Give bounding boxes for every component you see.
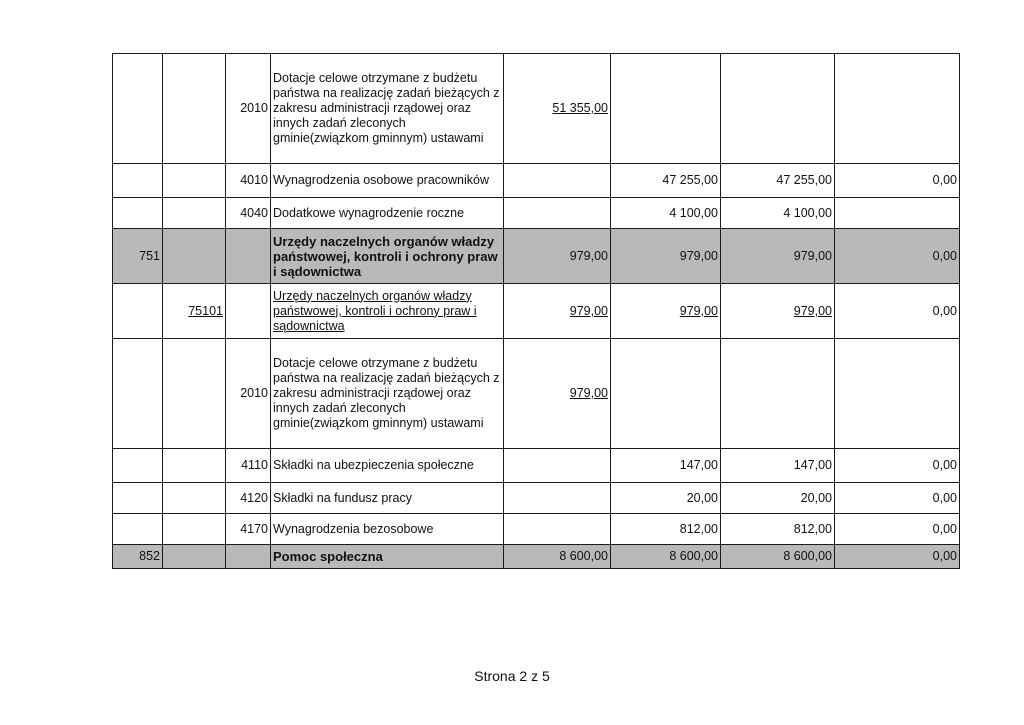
amount-cell: [721, 54, 835, 164]
paragraf-cell: [226, 284, 271, 339]
dzial-cell: [113, 339, 163, 449]
description-cell: Składki na fundusz pracy: [271, 483, 504, 514]
amount-cell: [835, 339, 960, 449]
paragraf-cell: 2010: [226, 339, 271, 449]
description-cell: Urzędy naczelnych organów władzy państwowej, kontroli i ochrony praw i sądownictwa: [271, 229, 504, 284]
description-cell: Urzędy naczelnych organów władzy państwowej, kontroli i ochrony praw i sądownictwa: [271, 284, 504, 339]
table-row: [113, 514, 960, 545]
amount-cell: 0,00: [835, 514, 960, 545]
plan-cell: 8 600,00: [504, 545, 611, 569]
plan-cell: 979,00: [504, 229, 611, 284]
paragraf-cell: 2010: [226, 54, 271, 164]
description-cell: Dotacje celowe otrzymane z budżetu państwa na realizację zadań bieżących z zakresu administracji rządowej oraz innych zadań zleconych gminie(związkom gminnym) ustawami: [271, 54, 504, 164]
dzial-cell: [113, 514, 163, 545]
amount-cell: 47 255,00: [721, 164, 835, 198]
rozdzial-cell: [163, 483, 226, 514]
table-row: [113, 449, 960, 483]
amount-cell: 812,00: [721, 514, 835, 545]
description-cell: Pomoc społeczna: [271, 545, 504, 569]
amount-cell: 0,00: [835, 483, 960, 514]
plan-cell: [504, 198, 611, 229]
paragraf-cell: 4040: [226, 198, 271, 229]
amount-cell: 8 600,00: [611, 545, 721, 569]
dzial-cell: [113, 198, 163, 229]
rozdzial-cell: [163, 229, 226, 284]
amount-cell: [835, 198, 960, 229]
dzial-cell: [113, 164, 163, 198]
amount-cell: [721, 339, 835, 449]
dzial-cell: [113, 449, 163, 483]
amount-cell: 0,00: [835, 229, 960, 284]
paragraf-cell: 4120: [226, 483, 271, 514]
rozdzial-cell: [163, 514, 226, 545]
amount-cell: 812,00: [611, 514, 721, 545]
paragraf-cell: 4170: [226, 514, 271, 545]
page-number: Strona 2 z 5: [474, 668, 550, 684]
plan-cell: [504, 514, 611, 545]
description-cell: Składki na ubezpieczenia społeczne: [271, 449, 504, 483]
amount-cell: 147,00: [721, 449, 835, 483]
description-cell: Dodatkowe wynagrodzenie roczne: [271, 198, 504, 229]
amount-cell: 20,00: [611, 483, 721, 514]
amount-cell: 0,00: [835, 545, 960, 569]
plan-cell: [504, 449, 611, 483]
description-cell: Dotacje celowe otrzymane z budżetu państwa na realizację zadań bieżących z zakresu administracji rządowej oraz innych zadań zleconych gminie(związkom gminnym) ustawami: [271, 339, 504, 449]
dzial-cell: [113, 483, 163, 514]
plan-cell: 979,00: [504, 284, 611, 339]
plan-cell: [504, 483, 611, 514]
amount-cell: 979,00: [721, 284, 835, 339]
amount-cell: 0,00: [835, 284, 960, 339]
amount-cell: 979,00: [611, 284, 721, 339]
paragraf-cell: [226, 229, 271, 284]
table-row: [113, 284, 960, 339]
amount-cell: 47 255,00: [611, 164, 721, 198]
amount-cell: 979,00: [611, 229, 721, 284]
amount-cell: 0,00: [835, 449, 960, 483]
amount-cell: [611, 339, 721, 449]
budget-table: [112, 53, 960, 569]
amount-cell: [611, 54, 721, 164]
dzial-cell: 852: [113, 545, 163, 569]
rozdzial-cell: 75101: [163, 284, 226, 339]
rozdzial-cell: [163, 198, 226, 229]
table-row: [113, 483, 960, 514]
table-row: [113, 198, 960, 229]
amount-cell: 979,00: [721, 229, 835, 284]
paragraf-cell: [226, 545, 271, 569]
table-row: [113, 164, 960, 198]
dzial-cell: [113, 284, 163, 339]
amount-cell: 8 600,00: [721, 545, 835, 569]
plan-cell: 979,00: [504, 339, 611, 449]
description-cell: Wynagrodzenia bezosobowe: [271, 514, 504, 545]
amount-cell: 4 100,00: [721, 198, 835, 229]
table-row: [113, 54, 960, 164]
amount-cell: [835, 54, 960, 164]
description-cell: Wynagrodzenia osobowe pracowników: [271, 164, 504, 198]
rozdzial-cell: [163, 545, 226, 569]
dzial-cell: 751: [113, 229, 163, 284]
rozdzial-cell: [163, 54, 226, 164]
paragraf-cell: 4110: [226, 449, 271, 483]
amount-cell: 147,00: [611, 449, 721, 483]
amount-cell: 4 100,00: [611, 198, 721, 229]
amount-cell: 20,00: [721, 483, 835, 514]
plan-cell: 51 355,00: [504, 54, 611, 164]
plan-cell: [504, 164, 611, 198]
amount-cell: 0,00: [835, 164, 960, 198]
table-row: [113, 229, 960, 284]
table-row: [113, 339, 960, 449]
rozdzial-cell: [163, 449, 226, 483]
paragraf-cell: 4010: [226, 164, 271, 198]
table-row: [113, 545, 960, 569]
dzial-cell: [113, 54, 163, 164]
rozdzial-cell: [163, 164, 226, 198]
rozdzial-cell: [163, 339, 226, 449]
